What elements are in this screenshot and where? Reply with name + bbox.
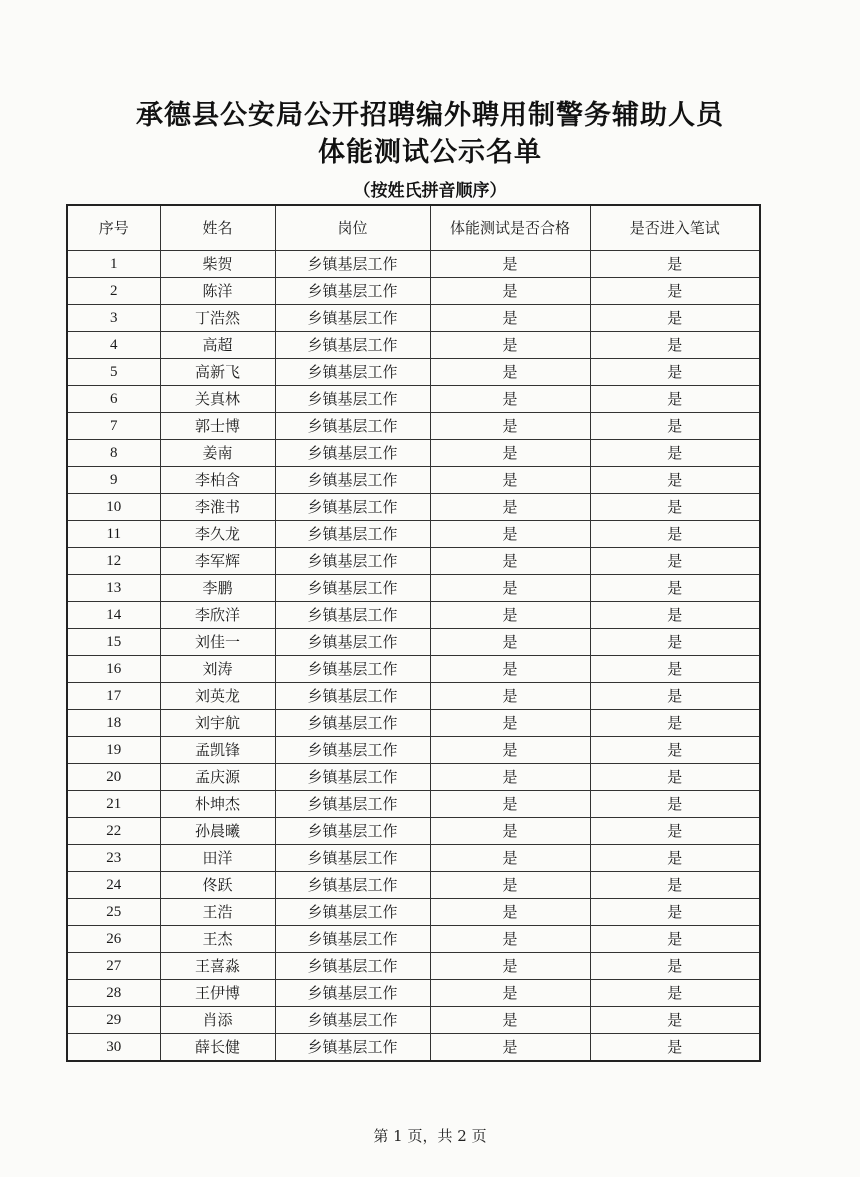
cell-name: 李淮书 — [160, 494, 275, 521]
table-row — [67, 953, 760, 980]
table-row — [67, 845, 760, 872]
cell-fitness-passed: 是 — [430, 548, 590, 575]
table-row — [67, 467, 760, 494]
cell-enter-written-exam: 是 — [590, 1034, 760, 1062]
table-row — [67, 926, 760, 953]
column-header-enter-written-exam: 是否进入笔试 — [590, 205, 760, 251]
cell-index: 8 — [67, 440, 160, 467]
cell-position: 乡镇基层工作 — [275, 602, 430, 629]
cell-index: 20 — [67, 764, 160, 791]
cell-fitness-passed: 是 — [430, 845, 590, 872]
cell-enter-written-exam: 是 — [590, 818, 760, 845]
cell-enter-written-exam: 是 — [590, 953, 760, 980]
cell-enter-written-exam: 是 — [590, 1007, 760, 1034]
table-row — [67, 1034, 760, 1062]
cell-fitness-passed: 是 — [430, 251, 590, 278]
cell-fitness-passed: 是 — [430, 359, 590, 386]
cell-fitness-passed: 是 — [430, 575, 590, 602]
cell-name: 姜南 — [160, 440, 275, 467]
cell-name: 孟凯锋 — [160, 737, 275, 764]
cell-index: 21 — [67, 791, 160, 818]
table-row — [67, 710, 760, 737]
cell-fitness-passed: 是 — [430, 521, 590, 548]
cell-index: 30 — [67, 1034, 160, 1062]
cell-enter-written-exam: 是 — [590, 629, 760, 656]
table-row — [67, 494, 760, 521]
cell-name: 陈洋 — [160, 278, 275, 305]
table-row — [67, 764, 760, 791]
cell-name: 薛长健 — [160, 1034, 275, 1062]
cell-enter-written-exam: 是 — [590, 413, 760, 440]
cell-fitness-passed: 是 — [430, 656, 590, 683]
cell-name: 柴贺 — [160, 251, 275, 278]
cell-enter-written-exam: 是 — [590, 602, 760, 629]
table-row — [67, 629, 760, 656]
cell-name: 刘涛 — [160, 656, 275, 683]
column-header-name: 姓名 — [160, 205, 275, 251]
table-row — [67, 1007, 760, 1034]
cell-enter-written-exam: 是 — [590, 251, 760, 278]
cell-fitness-passed: 是 — [430, 440, 590, 467]
cell-fitness-passed: 是 — [430, 980, 590, 1007]
cell-fitness-passed: 是 — [430, 386, 590, 413]
cell-position: 乡镇基层工作 — [275, 548, 430, 575]
cell-enter-written-exam: 是 — [590, 521, 760, 548]
cell-enter-written-exam: 是 — [590, 386, 760, 413]
table-row — [67, 413, 760, 440]
column-header-fitness-passed: 体能测试是否合格 — [430, 205, 590, 251]
cell-index: 2 — [67, 278, 160, 305]
cell-name: 刘英龙 — [160, 683, 275, 710]
cell-enter-written-exam: 是 — [590, 575, 760, 602]
cell-index: 29 — [67, 1007, 160, 1034]
cell-index: 4 — [67, 332, 160, 359]
cell-position: 乡镇基层工作 — [275, 683, 430, 710]
cell-position: 乡镇基层工作 — [275, 791, 430, 818]
cell-name: 王浩 — [160, 899, 275, 926]
cell-enter-written-exam: 是 — [590, 332, 760, 359]
cell-fitness-passed: 是 — [430, 278, 590, 305]
cell-name: 李鹏 — [160, 575, 275, 602]
cell-position: 乡镇基层工作 — [275, 1034, 430, 1062]
cell-enter-written-exam: 是 — [590, 683, 760, 710]
cell-fitness-passed: 是 — [430, 1034, 590, 1062]
table-header-row — [67, 205, 760, 251]
cell-enter-written-exam: 是 — [590, 278, 760, 305]
cell-fitness-passed: 是 — [430, 629, 590, 656]
cell-index: 16 — [67, 656, 160, 683]
cell-name: 高新飞 — [160, 359, 275, 386]
page-number: 第 1 页，共 2 页 — [373, 1127, 487, 1145]
cell-index: 1 — [67, 251, 160, 278]
cell-fitness-passed: 是 — [430, 683, 590, 710]
table-row — [67, 521, 760, 548]
document-title-line1: 承德县公安局公开招聘编外聘用制警务辅助人员 — [136, 100, 724, 131]
column-header-index: 序号 — [67, 205, 160, 251]
cell-enter-written-exam: 是 — [590, 494, 760, 521]
cell-fitness-passed: 是 — [430, 899, 590, 926]
cell-position: 乡镇基层工作 — [275, 710, 430, 737]
cell-enter-written-exam: 是 — [590, 764, 760, 791]
cell-name: 李欣洋 — [160, 602, 275, 629]
cell-name: 孟庆源 — [160, 764, 275, 791]
table-row — [67, 386, 760, 413]
cell-index: 19 — [67, 737, 160, 764]
table-row — [67, 251, 760, 278]
cell-name: 李久龙 — [160, 521, 275, 548]
cell-index: 26 — [67, 926, 160, 953]
cell-position: 乡镇基层工作 — [275, 656, 430, 683]
cell-position: 乡镇基层工作 — [275, 629, 430, 656]
cell-index: 25 — [67, 899, 160, 926]
table-row — [67, 683, 760, 710]
cell-position: 乡镇基层工作 — [275, 413, 430, 440]
cell-position: 乡镇基层工作 — [275, 980, 430, 1007]
cell-fitness-passed: 是 — [430, 494, 590, 521]
table-row — [67, 656, 760, 683]
cell-name: 李柏含 — [160, 467, 275, 494]
cell-position: 乡镇基层工作 — [275, 899, 430, 926]
table-row — [67, 602, 760, 629]
cell-index: 15 — [67, 629, 160, 656]
table-body — [67, 251, 760, 1062]
cell-enter-written-exam: 是 — [590, 899, 760, 926]
cell-position: 乡镇基层工作 — [275, 305, 430, 332]
cell-index: 23 — [67, 845, 160, 872]
cell-name: 田洋 — [160, 845, 275, 872]
cell-index: 28 — [67, 980, 160, 1007]
cell-name: 关真林 — [160, 386, 275, 413]
cell-position: 乡镇基层工作 — [275, 926, 430, 953]
cell-fitness-passed: 是 — [430, 602, 590, 629]
cell-index: 5 — [67, 359, 160, 386]
cell-enter-written-exam: 是 — [590, 305, 760, 332]
cell-position: 乡镇基层工作 — [275, 521, 430, 548]
cell-fitness-passed: 是 — [430, 872, 590, 899]
cell-enter-written-exam: 是 — [590, 548, 760, 575]
cell-index: 7 — [67, 413, 160, 440]
cell-name: 丁浩然 — [160, 305, 275, 332]
cell-index: 18 — [67, 710, 160, 737]
cell-name: 佟跃 — [160, 872, 275, 899]
cell-position: 乡镇基层工作 — [275, 872, 430, 899]
cell-enter-written-exam: 是 — [590, 737, 760, 764]
cell-position: 乡镇基层工作 — [275, 440, 430, 467]
cell-index: 17 — [67, 683, 160, 710]
cell-name: 高超 — [160, 332, 275, 359]
cell-fitness-passed: 是 — [430, 305, 590, 332]
cell-enter-written-exam: 是 — [590, 845, 760, 872]
cell-fitness-passed: 是 — [430, 953, 590, 980]
cell-index: 22 — [67, 818, 160, 845]
table-row — [67, 548, 760, 575]
cell-position: 乡镇基层工作 — [275, 359, 430, 386]
table-row — [67, 737, 760, 764]
cell-fitness-passed: 是 — [430, 710, 590, 737]
cell-name: 刘佳一 — [160, 629, 275, 656]
table-row — [67, 791, 760, 818]
cell-fitness-passed: 是 — [430, 332, 590, 359]
cell-name: 刘宇航 — [160, 710, 275, 737]
cell-name: 朴坤杰 — [160, 791, 275, 818]
cell-enter-written-exam: 是 — [590, 980, 760, 1007]
table-row — [67, 980, 760, 1007]
cell-fitness-passed: 是 — [430, 926, 590, 953]
cell-position: 乡镇基层工作 — [275, 386, 430, 413]
cell-index: 9 — [67, 467, 160, 494]
table-row — [67, 818, 760, 845]
cell-position: 乡镇基层工作 — [275, 764, 430, 791]
cell-index: 13 — [67, 575, 160, 602]
cell-fitness-passed: 是 — [430, 791, 590, 818]
cell-position: 乡镇基层工作 — [275, 467, 430, 494]
cell-enter-written-exam: 是 — [590, 791, 760, 818]
cell-index: 6 — [67, 386, 160, 413]
cell-enter-written-exam: 是 — [590, 467, 760, 494]
document-title-line2: 体能测试公示名单 — [318, 137, 542, 168]
table-row — [67, 278, 760, 305]
cell-index: 27 — [67, 953, 160, 980]
cell-position: 乡镇基层工作 — [275, 278, 430, 305]
cell-position: 乡镇基层工作 — [275, 575, 430, 602]
cell-index: 24 — [67, 872, 160, 899]
cell-position: 乡镇基层工作 — [275, 845, 430, 872]
table-row — [67, 440, 760, 467]
cell-enter-written-exam: 是 — [590, 926, 760, 953]
cell-position: 乡镇基层工作 — [275, 494, 430, 521]
cell-enter-written-exam: 是 — [590, 440, 760, 467]
cell-fitness-passed: 是 — [430, 818, 590, 845]
cell-enter-written-exam: 是 — [590, 872, 760, 899]
column-header-position: 岗位 — [275, 205, 430, 251]
cell-position: 乡镇基层工作 — [275, 818, 430, 845]
cell-index: 12 — [67, 548, 160, 575]
cell-position: 乡镇基层工作 — [275, 737, 430, 764]
cell-fitness-passed: 是 — [430, 1007, 590, 1034]
cell-name: 李军辉 — [160, 548, 275, 575]
cell-fitness-passed: 是 — [430, 467, 590, 494]
cell-enter-written-exam: 是 — [590, 656, 760, 683]
table-row — [67, 359, 760, 386]
cell-enter-written-exam: 是 — [590, 710, 760, 737]
cell-name: 郭士博 — [160, 413, 275, 440]
cell-position: 乡镇基层工作 — [275, 953, 430, 980]
cell-name: 肖添 — [160, 1007, 275, 1034]
cell-fitness-passed: 是 — [430, 413, 590, 440]
cell-name: 王杰 — [160, 926, 275, 953]
table-row — [67, 332, 760, 359]
cell-fitness-passed: 是 — [430, 737, 590, 764]
cell-position: 乡镇基层工作 — [275, 1007, 430, 1034]
cell-name: 孙晨曦 — [160, 818, 275, 845]
table-row — [67, 872, 760, 899]
cell-position: 乡镇基层工作 — [275, 251, 430, 278]
cell-name: 王伊博 — [160, 980, 275, 1007]
cell-position: 乡镇基层工作 — [275, 332, 430, 359]
cell-index: 10 — [67, 494, 160, 521]
cell-index: 3 — [67, 305, 160, 332]
cell-fitness-passed: 是 — [430, 764, 590, 791]
table-row — [67, 899, 760, 926]
table-row — [67, 575, 760, 602]
cell-index: 14 — [67, 602, 160, 629]
cell-enter-written-exam: 是 — [590, 359, 760, 386]
cell-index: 11 — [67, 521, 160, 548]
roster-table — [66, 204, 761, 1062]
cell-name: 王喜淼 — [160, 953, 275, 980]
sort-order-note: （按姓氏拼音顺序） — [353, 181, 507, 201]
table-row — [67, 305, 760, 332]
